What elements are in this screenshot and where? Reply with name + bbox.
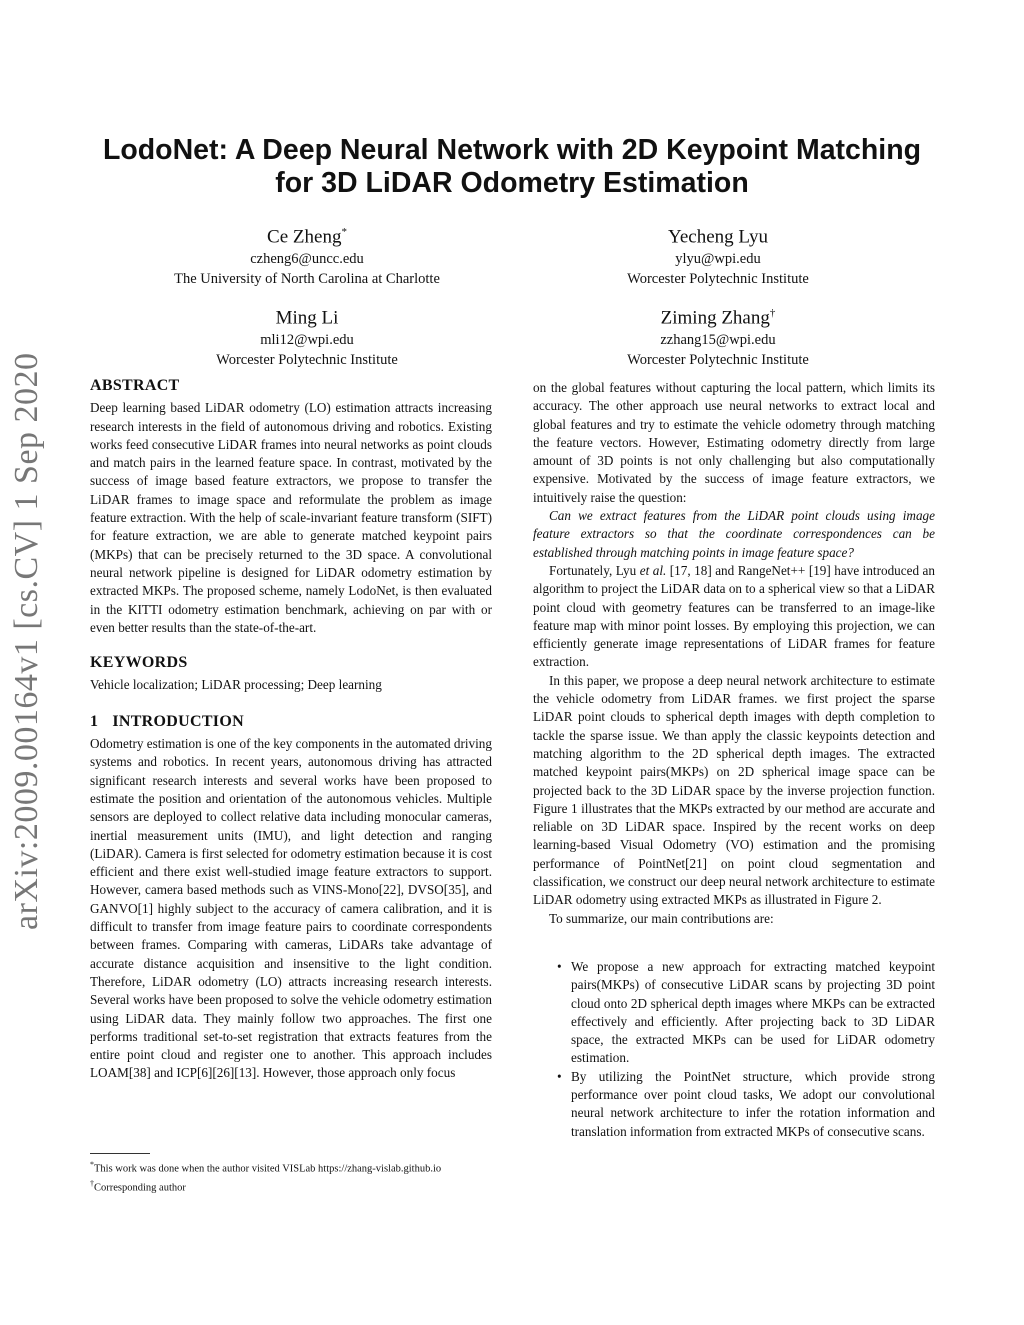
- left-column: [90, 377, 492, 1083]
- footnotes: [90, 1158, 510, 1195]
- footnote-2: [90, 1177, 510, 1196]
- bullet: •: [557, 958, 562, 974]
- contribution-text: We propose a new approach for extracting matched keypoint pairs(MKPs) of consecutive LiDAR scans by projecting 3D point cloud onto 2D spherical depth images where MKPs can be extracted effectively and efficiently. After projecting back to 3D LiDAR space, the extracted MKPs can be used for LiDAR odometry estimation.: [571, 958, 935, 1066]
- author-email: zzhang15@wpi.edu: [660, 332, 776, 349]
- footnote-1-mark: *: [90, 1160, 94, 1169]
- author-name: Ming Li: [275, 307, 339, 329]
- title-line-1: LodoNet: A Deep Neural Network with 2D Keypoint Matching: [102, 134, 922, 166]
- author-name: Ce Zheng: [267, 226, 342, 248]
- footnote-divider: [90, 1153, 150, 1154]
- intro-paragraph-3: In this paper, we propose a deep neural network architecture to estimate the vehicle odometry from LiDAR frames. we first project the sparse LiDAR point clouds to spherical depth images with depth completion to tackle the sparse issue. We than apply the classic keypoints detection and matching algorithm to the 2D spherical depth images. The extracted matched keypoint pairs(MKPs) on 2D spherical image space can be projected back to the 3D LiDAR space by the inverse projection function. Figure 1 illustrates that the MKPs extracted by our method are accurate and reliable on 3D LiDAR space. Inspired by the recent works on deep learning-based Visual Odometry (VO) estimation and the promising performance of PointNet[21] on point cloud segmentation and classification, we construct our deep neural network architecture to estimate LiDAR odometry using extracted MKPs as illustrated in Figure 2.: [533, 672, 935, 908]
- author-affiliation: Worcester Polytechnic Institute: [216, 352, 398, 369]
- author-email: czheng6@uncc.edu: [250, 251, 364, 268]
- research-question-text: Can we extract features from the LiDAR point clouds using image feature extractors so that the coordinate correspondences can be established through matching points in image feature space?: [533, 508, 935, 560]
- keywords-text: Vehicle localization; LiDAR processing; Deep learning: [90, 677, 382, 693]
- author-mark: *: [341, 226, 347, 238]
- footnote-2-mark: †: [90, 1178, 94, 1188]
- intro-paragraph-4: To summarize, our main contributions are:: [549, 910, 774, 926]
- intro-paragraph-1-continued: on the global features without capturing the local pattern, which limits its accuracy. The other approach use neural networks to extract local and global features and try to estimate the vehicle odometry through matching the feature vectors. However, Estimating odometry directly from large amount of 3D points is not only challenging but also computationally expensive. Motivated by the success of image feature extractors, we intuitively raise the question:: [533, 380, 935, 505]
- para2-etal: et al.: [639, 562, 667, 578]
- abstract-text: Deep learning based LiDAR odometry (LO) estimation attracts increasing research interests in the field of autonomous driving and robotics. Existing works feed consecutive LiDAR frames into neural networks as point clouds and match pairs in the learned feature space. In contrast, motivated by the success of image based feature extractors, we propose to transfer the LiDAR frames to image space and reformulate the problem as image feature extraction. With the help of scale-invariant feature transform (SIFT) for feature extraction, we are able to generate matched keypoint pairs (MKPs) that can be precisely returned to the 3D space. A convolutional neural network pipeline is designed for LiDAR odometry estimation by extracted MKPs. The proposed scheme, namely LodoNet, is then evaluated in the KITTI odometry estimation benchmark, achieving on par with or even better results than the state-of-the-art.: [90, 400, 492, 635]
- author-affiliation: Worcester Polytechnic Institute: [627, 271, 809, 288]
- para2-part-a: Fortunately, Lyu: [549, 562, 640, 578]
- footnote-2-text: Corresponding author: [94, 1182, 186, 1193]
- author-name: Yecheng Lyu: [668, 226, 768, 248]
- author-name: Ziming Zhang: [660, 307, 770, 329]
- author-block-3: [117, 301, 497, 370]
- contribution-text: By utilizing the PointNet structure, which provide strong performance over point cloud tasks, We adopt our convolutional neural network architecture to infer the rotation information and translation information from extracted MKPs of consecutive scans.: [571, 1068, 935, 1139]
- bullet: •: [557, 1068, 562, 1084]
- footnote-1: [90, 1158, 510, 1177]
- footnote-1-text: This work was done when the author visited VISLab https://zhang-vislab.github.io: [94, 1163, 442, 1175]
- author-block-2: [528, 220, 908, 289]
- para2-part-b: [17, 18] and RangeNet++ [19] have introduced an algorithm to project the LiDAR data on to a spherical view so that a LiDAR point cloud with geometry features can be transferred to an image-like feature map with minor point losses. By employing this projection, we can efficiently generate image representations of LiDAR frames for feature extraction.: [533, 562, 935, 670]
- section-title: INTRODUCTION: [112, 712, 244, 730]
- introduction-heading: [90, 713, 492, 731]
- author-block-1: [117, 220, 497, 289]
- intro-paragraph-2: [533, 562, 935, 672]
- paper-title: [70, 134, 954, 200]
- intro-paragraph-1: Odometry estimation is one of the key components in the automated driving systems and robotics. In recent years, autonomous driving has attracted significant research interests and several works have been proposed to estimate the position and orientation of the autonomous vehicles. Multiple sensors are deployed to collect relative data including monocular cameras, inertial measurement units (IMU), and light detection and ranging (LiDAR). Camera is first selected for odometry estimation because it is cost efficient and there exist well-studied image feature extractors to support. However, camera based methods such as VINS-Mono[22], DVSO[35], and GANVO[1] highly subject to the accuracy of camera calibration, and it is difficult to transfer from image feature pairs to coordinate correspondents between frames. Comparing with cameras, LiDARs take advantage of accurate distance acquisition and insensitive to the light condition. Therefore, LiDAR odometry (LO) attracts increasing research interests. Several works have been proposed to solve the vehicle odometry estimation using LiDAR data. They mainly follow two approaches. The first one performs traditional set-to-set registration that extracts features from the entire point cloud and register one to another. This approach includes LOAM[38] and ICP[6][26][13]. However, those approach only focus: [90, 736, 492, 1081]
- abstract-heading: ABSTRACT: [90, 377, 180, 394]
- title-line-2: for 3D LiDAR Odometry Estimation: [275, 167, 749, 199]
- author-affiliation: Worcester Polytechnic Institute: [627, 352, 809, 369]
- contributions-list: [533, 958, 935, 1141]
- author-email: mli12@wpi.edu: [260, 332, 354, 349]
- author-mark: †: [769, 307, 776, 319]
- list-item: [533, 958, 935, 1068]
- author-block-4: [528, 301, 908, 370]
- arxiv-identifier: arXiv:2009.00164v1 [cs.CV] 1 Sep 2020: [8, 352, 45, 930]
- list-item: [533, 1068, 935, 1141]
- research-question: [533, 507, 935, 562]
- section-number: 1: [90, 712, 99, 730]
- keywords-heading: KEYWORDS: [90, 654, 188, 672]
- author-email: ylyu@wpi.edu: [675, 251, 761, 268]
- author-affiliation: The University of North Carolina at Charlotte: [174, 271, 440, 288]
- right-column: [533, 379, 935, 1141]
